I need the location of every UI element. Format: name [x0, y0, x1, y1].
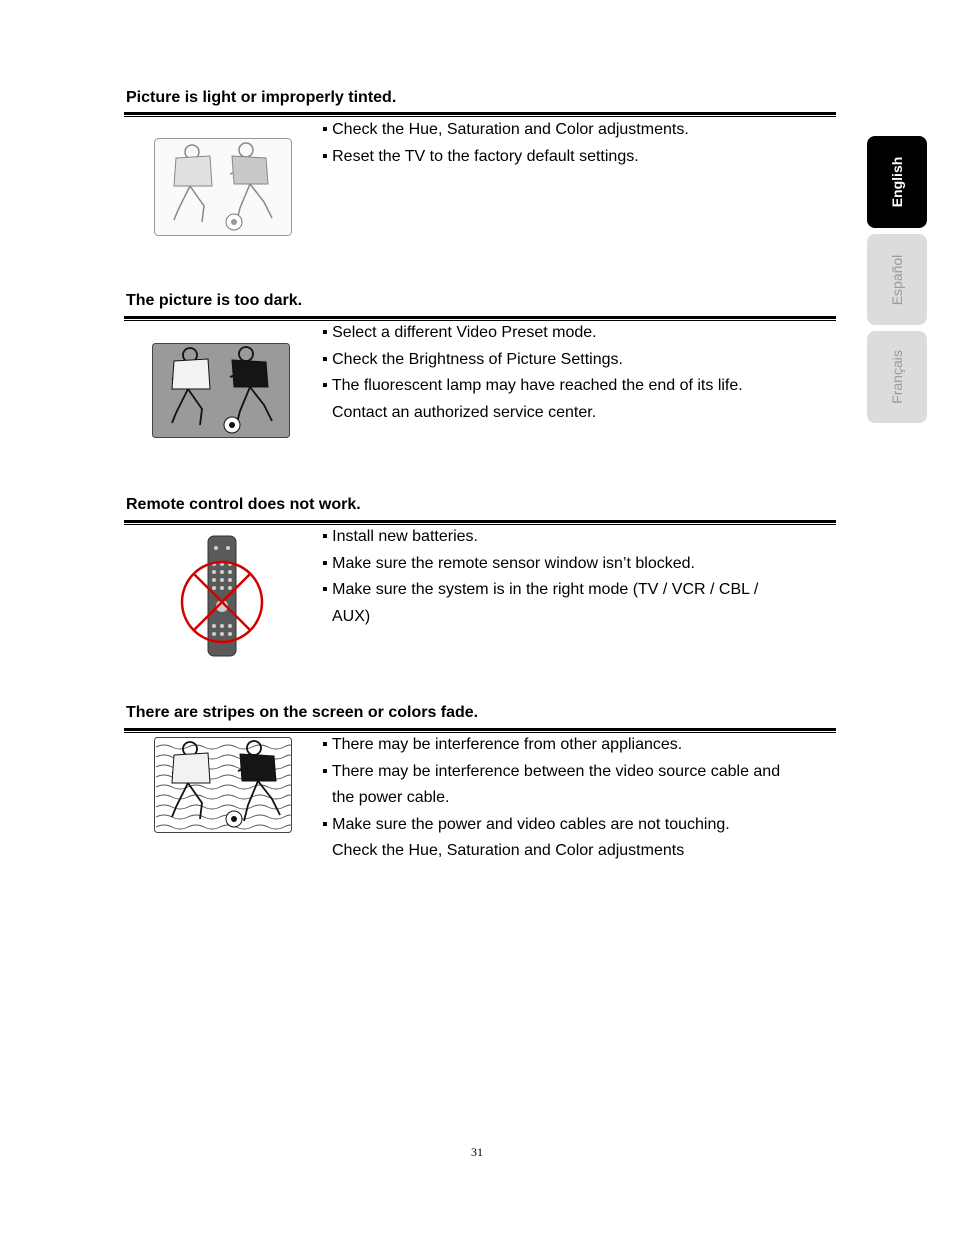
bullet-continuation: Check the Hue, Saturation and Color adjustments — [332, 842, 685, 859]
soccer-players-striped-icon — [154, 737, 292, 833]
section-light-picture — [124, 89, 836, 249]
bullet-item: ▪ Select a different Video Preset mode. — [322, 324, 597, 341]
bullet-item: ▪ Check the Brightness of Picture Settings. — [322, 350, 623, 368]
soccer-players-dark-icon — [152, 343, 290, 438]
bullet-item: ▪ Reset the TV to the factory default settings. — [322, 147, 639, 165]
bullet-item: ▪ There may be interference between the video source cable and — [322, 762, 781, 780]
section-bullets — [322, 320, 836, 426]
bullet-continuation: Contact an authorized service center. — [332, 403, 597, 421]
tab-english-label: English — [889, 156, 905, 208]
tab-francais-label: Français — [889, 350, 905, 404]
bullet-item: ▪ Make sure the remote sensor window isn’t blocked. — [322, 554, 695, 572]
bullet-item: ▪ Make sure the power and video cables are not touching. — [322, 815, 730, 833]
soccer-players-light-icon — [154, 138, 292, 236]
bullet-item: ▪ The fluorescent lamp may have reached the end of its life. — [322, 377, 743, 394]
section-remote-control — [124, 496, 836, 666]
bullet-item: ▪ Check the Hue, Saturation and Color adjustments. — [322, 121, 689, 138]
bullet-continuation: AUX) — [332, 607, 371, 625]
section-title: The picture is too dark. — [126, 292, 303, 309]
page-number: 31 — [471, 1145, 483, 1159]
tab-francais[interactable] — [867, 331, 927, 423]
bullet-item: ▪ Make sure the system is in the right mode (TV / VCR / CBL / — [322, 581, 759, 598]
tab-espanol-label: Español — [889, 254, 905, 305]
bullet-item: ▪ There may be interference from other appliances. — [322, 736, 683, 753]
section-title: Remote control does not work. — [126, 496, 361, 513]
section-title: Picture is light or improperly tinted. — [126, 89, 397, 106]
section-bullets — [322, 732, 836, 865]
bullet-continuation: the power cable. — [332, 789, 450, 806]
tab-english[interactable] — [867, 136, 927, 228]
bullet-item: ▪ Install new batteries. — [322, 528, 478, 545]
tab-espanol[interactable] — [867, 234, 927, 325]
section-bullets — [322, 117, 836, 170]
section-title: There are stripes on the screen or colors fade. — [126, 704, 479, 721]
section-dark-picture — [124, 292, 836, 452]
section-bullets — [322, 524, 836, 630]
crossed-out-remote-icon — [178, 534, 266, 660]
section-stripes — [124, 704, 836, 874]
